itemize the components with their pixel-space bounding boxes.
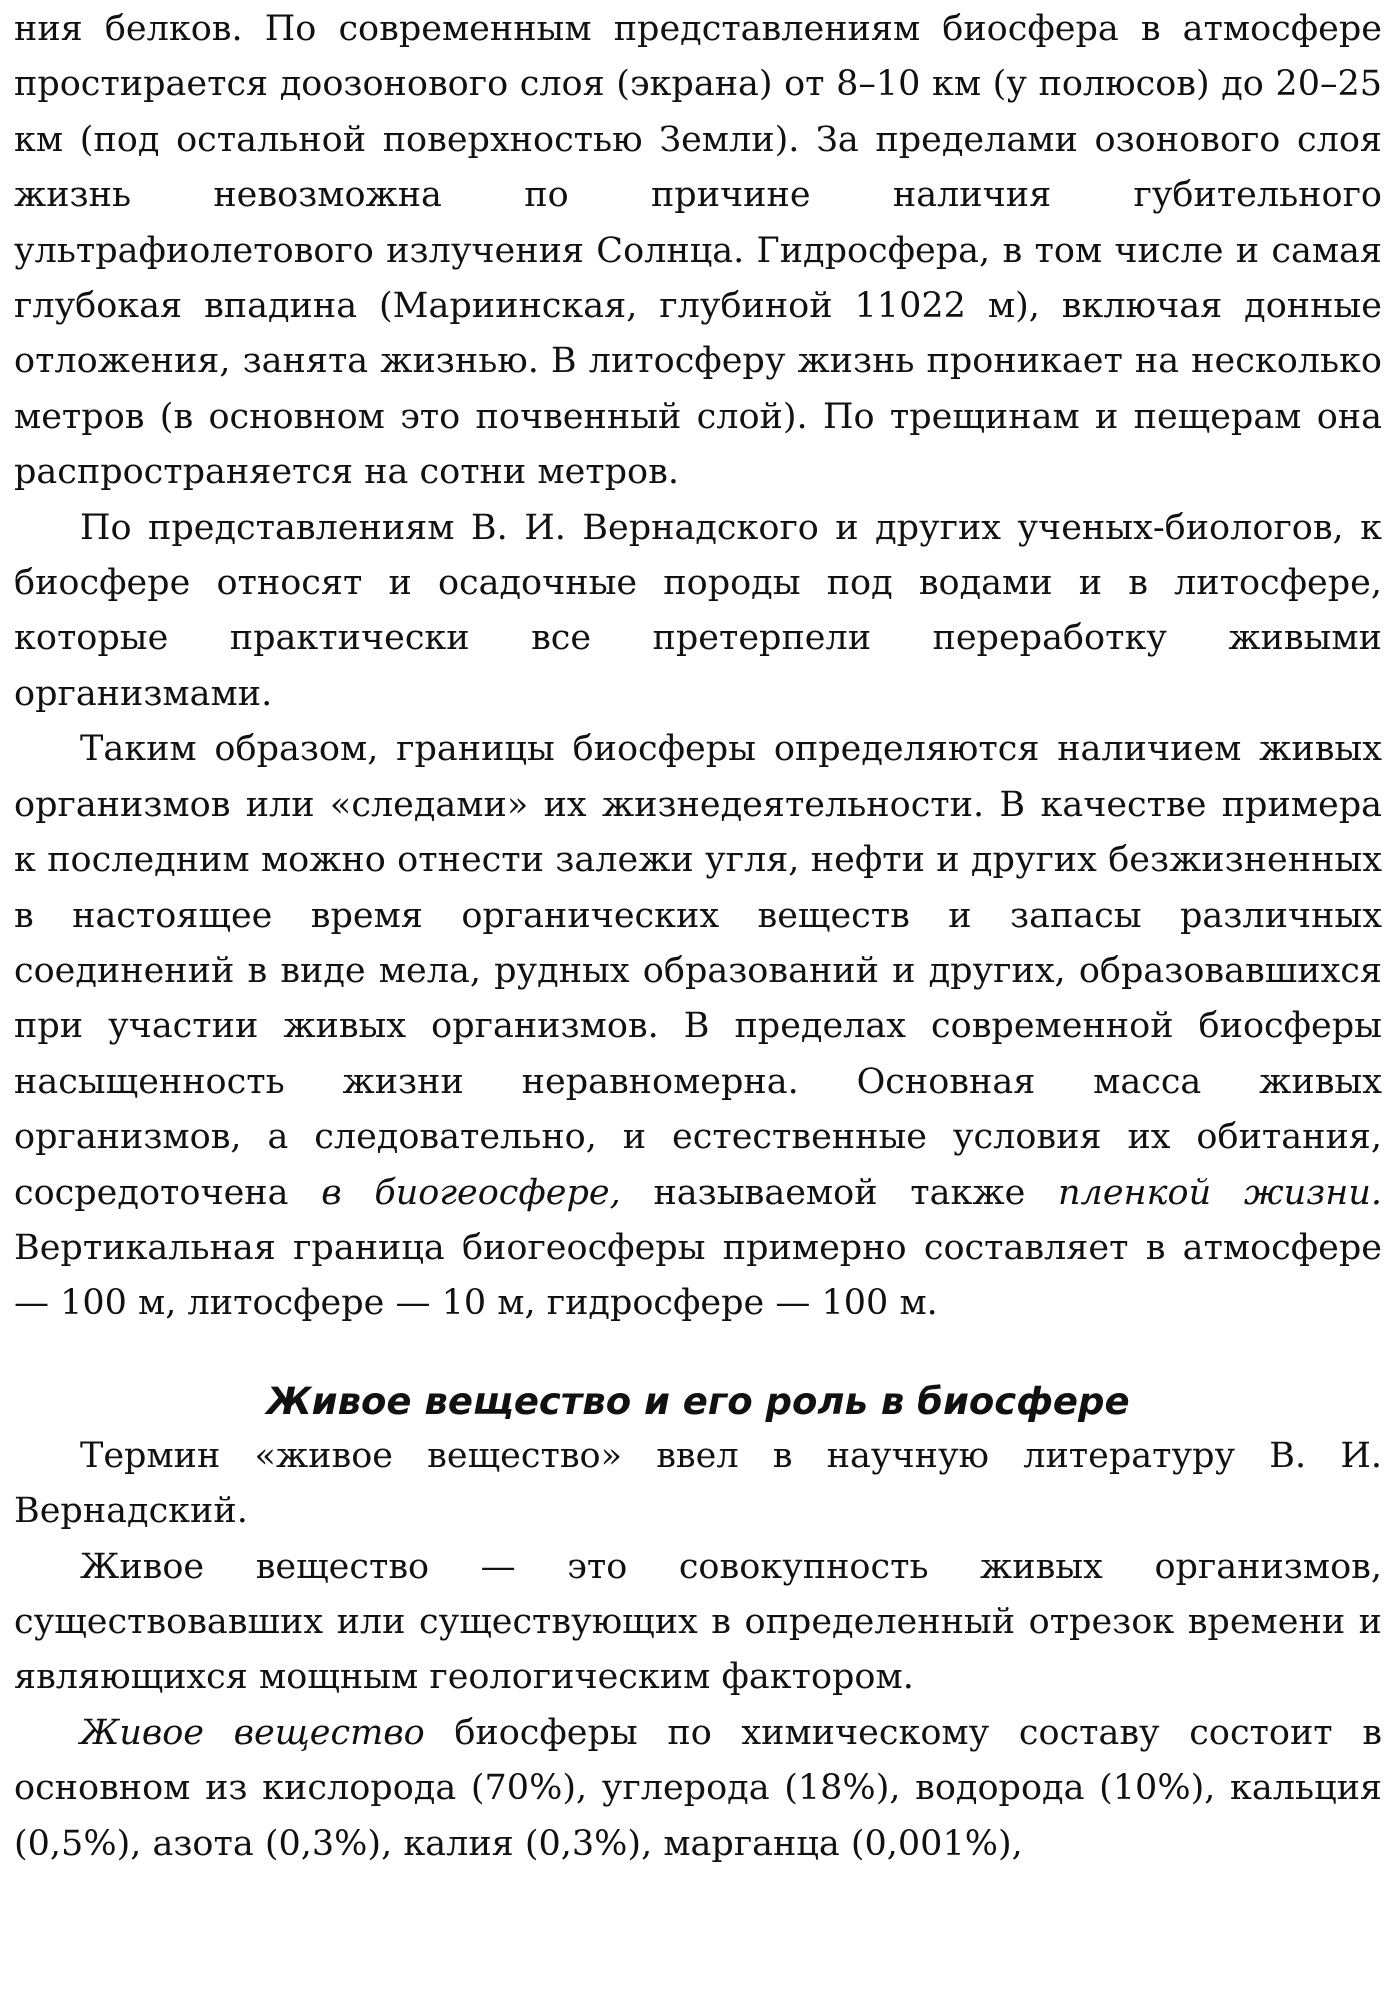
paragraph-living-matter-definition: Живое вещество — это совокупность живых организмов, существовавших или существующих в определенный отрезок времени и являющихся мощным геологическим фактором. [14,1546,1382,1698]
paragraph-term-intro: Термин «живое вещество» ввел в научную литературу В. И. Вернадский. [14,1435,1382,1532]
emphasis-biogeosphere: в биогеосфере, [321,1172,621,1213]
section-heading: Живое вещество и его роль в биосфере [266,1379,1130,1423]
emphasis-film-of-life: пленкой жизни. [1058,1172,1382,1213]
paragraph-biogeosphere-part-c: Вертикальная граница биогеосферы примерно составляет в атмосфере — 100 м, литосфере — 10 м, гидросфере — 100 м. [14,1227,1382,1324]
paragraph-chemical-composition [14,1706,1382,1872]
emphasis-living-matter: Живое вещество [80,1712,425,1753]
paragraph-vernadsky-view: По представлениям В. И. Вернадского и других ученых-биологов, к биосфере относят и осадочные породы под водами и в литосфере, которые практически все претерпели переработку живыми организмами. [14,507,1382,714]
page [14,0,1382,1872]
paragraph-biogeosphere-part-a: Таким образом, границы биосферы определяются наличием живых организмов или «следами» их жизнедеятельности. В качестве примера к последним можно отнести залежи угля, нефти и других безжизненных в настоящее время органических веществ и запасы различных соединений в виде мела, рудных образований и других, образовавшихся при участии живых организмов. В пределах современной биосферы насыщенность жизни неравномерна. Основная масса живых организмов, а следовательно, и естественные условия их обитания, сосредоточена [14,729,1382,1213]
paragraph-biogeosphere-part-b: называемой также [620,1172,1059,1213]
paragraph-biosphere-boundaries: ния белков. По современным представлениям биосфера в атмосфере простирается доозонового слоя (экрана) от 8–10 км (у полюсов) до 20–25 км (под остальной поверхностью Земли). За пределами озонового слоя жизнь невозможна по причине наличия губительного ультрафиолетового излучения Солнца. Гидросфера, в том числе и самая глубокая впадина (Мариинская, глубиной 11022 м), включая донные отложения, занята жизнью. В литосферу жизнь проникает на несколько метров (в основном это почвенный слой). По трещинам и пещерам она распространяется на сотни метров. [14,9,1382,493]
paragraph-chemical-composition-rest: биосферы по химическому составу состоит в основном из кислорода (70%), углерода (18%), водорода (10%), кальция (0,5%), азота (0,3%), калия (0,3%), марганца (0,001%), [14,1712,1382,1864]
paragraph-biogeosphere [14,722,1382,1331]
